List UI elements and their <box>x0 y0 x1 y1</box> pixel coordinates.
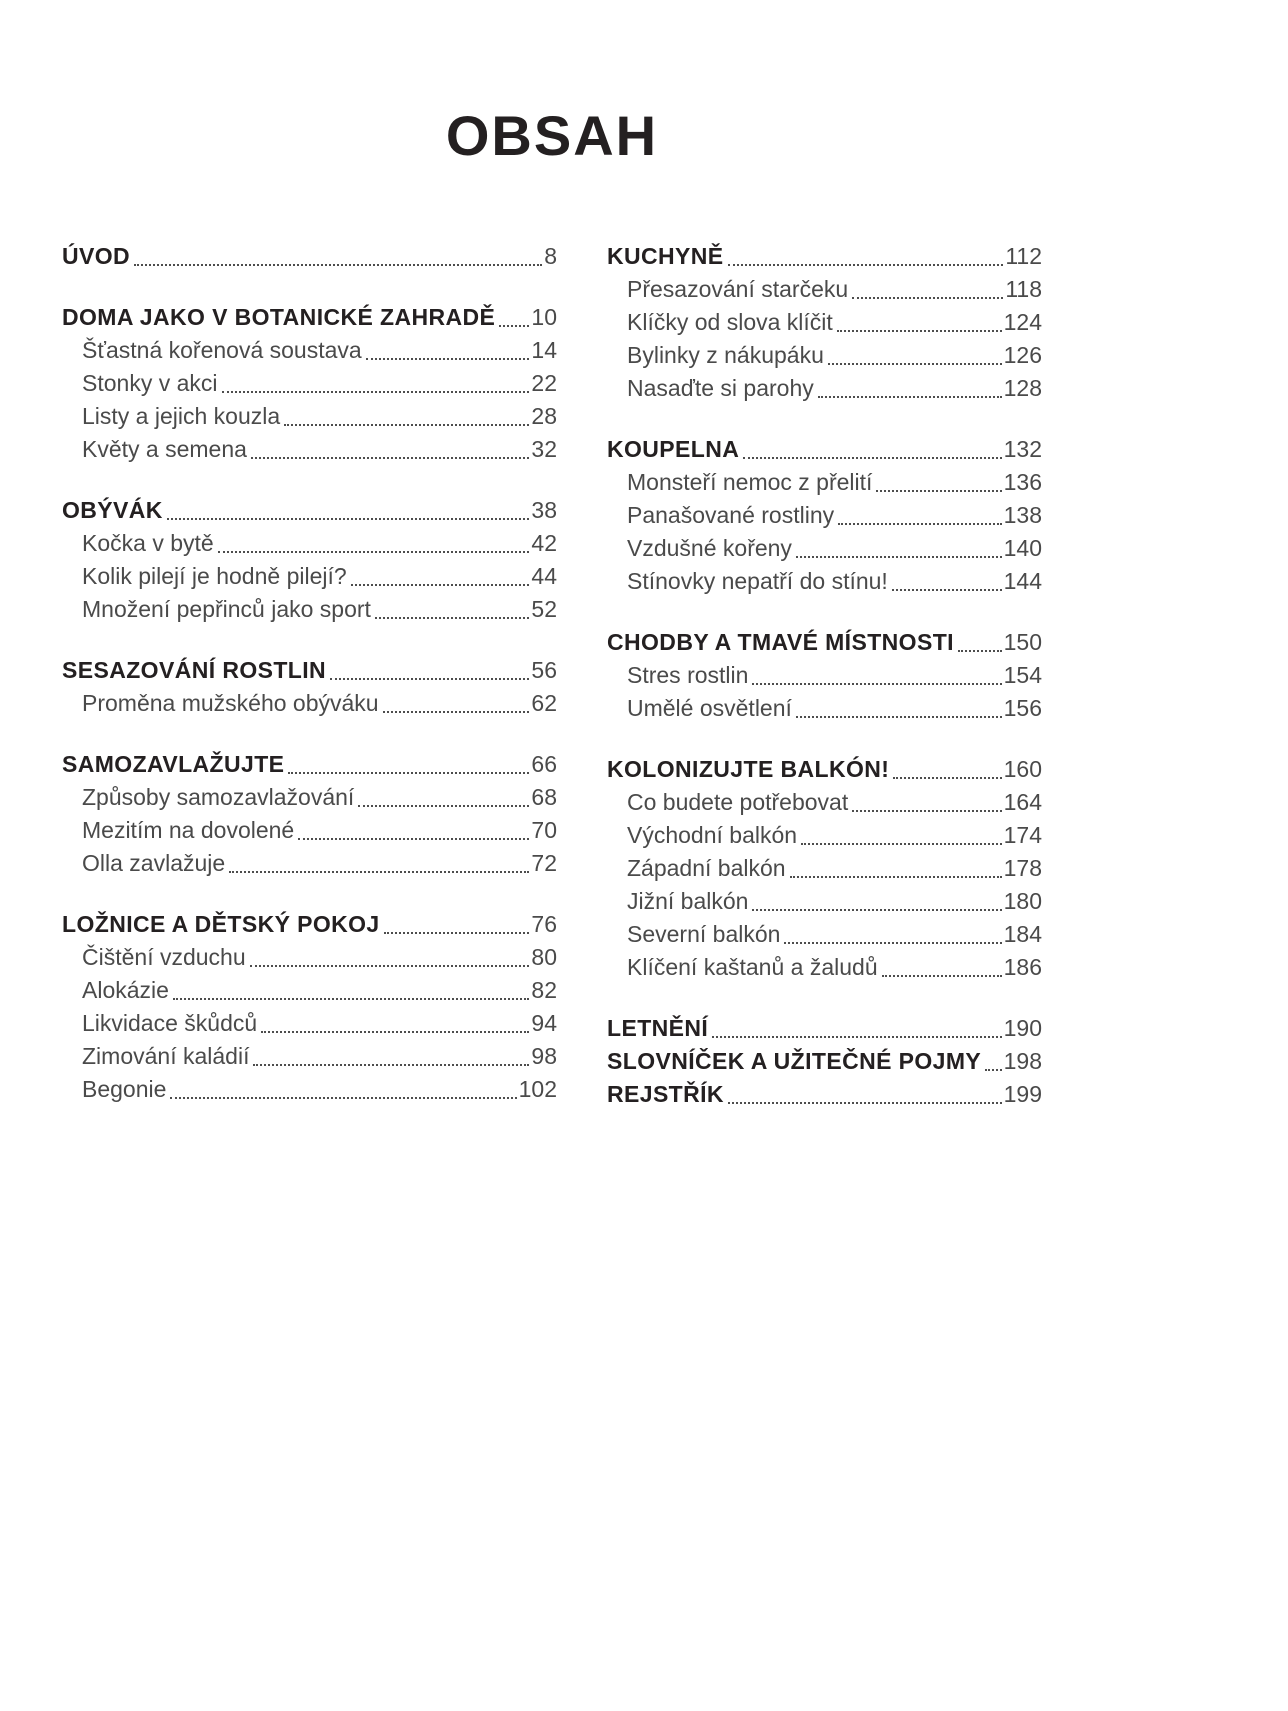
toc-entry-label: Zimování kaládií <box>82 1043 250 1069</box>
toc-group <box>62 908 557 1106</box>
toc-entry-label: Způsoby samozavlažování <box>82 784 355 810</box>
toc-entry-label: Olla zavlažuje <box>82 850 226 876</box>
toc-group <box>607 1012 1042 1111</box>
toc-entry <box>607 819 1042 852</box>
toc-entry-page: 102 <box>518 1076 557 1102</box>
toc-entry-page: 150 <box>1003 629 1042 655</box>
toc-entry <box>607 372 1042 405</box>
toc-section-head <box>62 748 557 781</box>
toc-entry-label: Nasaďte si parohy <box>627 375 814 401</box>
toc-entry <box>62 433 557 466</box>
toc-entry-label: SESAZOVÁNÍ ROSTLIN <box>62 657 327 683</box>
toc-entry-page: 70 <box>531 817 557 843</box>
dot-leader <box>170 1097 516 1099</box>
toc-entry <box>607 885 1042 918</box>
dot-leader <box>288 772 529 774</box>
toc-entry <box>607 339 1042 372</box>
toc-entry-label: ÚVOD <box>62 243 131 269</box>
toc-entry <box>62 847 557 880</box>
toc-entry-page: 156 <box>1003 695 1042 721</box>
dot-leader <box>852 810 1001 812</box>
dot-leader <box>801 843 1002 845</box>
toc-entry-label: Alokázie <box>82 977 169 1003</box>
toc-entry-label: Vzdušné kořeny <box>627 535 792 561</box>
toc-group <box>607 433 1042 598</box>
toc-entry-label: Bylinky z nákupáku <box>627 342 824 368</box>
toc-entry <box>607 918 1042 951</box>
dot-leader <box>752 683 1001 685</box>
dot-leader <box>728 264 1004 266</box>
toc-entry-page: 186 <box>1003 954 1042 980</box>
toc-entry <box>62 781 557 814</box>
dot-leader <box>893 777 1001 779</box>
toc-entry <box>607 306 1042 339</box>
dot-leader <box>351 584 530 586</box>
toc-entry <box>62 560 557 593</box>
toc-entry-page: 52 <box>531 596 557 622</box>
toc-entry <box>62 814 557 847</box>
toc-entry <box>62 334 557 367</box>
toc-entry <box>62 527 557 560</box>
toc-entry-page: 32 <box>531 436 557 462</box>
toc-column-right <box>607 240 1042 1111</box>
dot-leader <box>728 1102 1002 1104</box>
toc-entry-page: 76 <box>531 911 557 937</box>
dot-leader <box>261 1031 529 1033</box>
toc-section-head <box>607 1045 1042 1078</box>
toc-entry-page: 44 <box>531 563 557 589</box>
toc-entry-label: Stres rostlin <box>627 662 749 688</box>
toc-section-head <box>62 494 557 527</box>
toc-entry-label: Množení pepřinců jako sport <box>82 596 371 622</box>
toc-entry <box>607 659 1042 692</box>
toc-entry-page: 62 <box>531 690 557 716</box>
toc-entry-page: 98 <box>531 1043 557 1069</box>
dot-leader <box>375 617 529 619</box>
toc-section-head <box>62 240 557 273</box>
dot-leader <box>284 424 529 426</box>
toc-entry <box>62 974 557 1007</box>
toc-entry <box>607 951 1042 984</box>
toc-entry-label: Šťastná kořenová soustava <box>82 337 362 363</box>
toc-entry-page: 136 <box>1003 469 1042 495</box>
toc-entry-label: KOLONIZUJTE BALKÓN! <box>607 756 890 782</box>
toc-entry-label: Panašované rostliny <box>627 502 835 528</box>
toc-group <box>62 748 557 880</box>
toc-entry-label: Stonky v akci <box>82 370 218 396</box>
dot-leader <box>499 325 529 327</box>
toc-entry-label: KOUPELNA <box>607 436 740 462</box>
toc-group <box>62 240 557 273</box>
dot-leader <box>790 876 1002 878</box>
dot-leader <box>876 490 1001 492</box>
toc-entry-label: Listy a jejich kouzla <box>82 403 281 429</box>
toc-entry-page: 178 <box>1003 855 1042 881</box>
toc-group <box>62 494 557 626</box>
dot-leader <box>298 838 529 840</box>
toc-entry-label: Klíčení kaštanů a žaludů <box>627 954 878 980</box>
toc-entry-label: CHODBY A TMAVÉ MÍSTNOSTI <box>607 629 954 655</box>
dot-leader <box>384 932 530 934</box>
toc-entry <box>62 1073 557 1106</box>
toc-section-head <box>62 908 557 941</box>
toc-entry-page: 38 <box>531 497 557 523</box>
toc-entry-label: Klíčky od slova klíčit <box>627 309 833 335</box>
dot-leader <box>818 396 1002 398</box>
toc-entry-label: Přesazování starčeku <box>627 276 849 302</box>
toc-entry-page: 190 <box>1003 1015 1042 1041</box>
dot-leader <box>134 264 542 266</box>
toc-group <box>607 626 1042 725</box>
toc-entry-page: 128 <box>1003 375 1042 401</box>
toc-entry-page: 10 <box>531 304 557 330</box>
toc-group <box>607 240 1042 405</box>
toc-entry-page: 14 <box>531 337 557 363</box>
toc-entry-page: 68 <box>531 784 557 810</box>
dot-leader <box>229 871 529 873</box>
toc-entry-label: REJSTŘÍK <box>607 1081 724 1107</box>
dot-leader <box>358 805 529 807</box>
dot-leader <box>167 518 530 520</box>
dot-leader <box>838 523 1002 525</box>
toc-entry-page: 82 <box>531 977 557 1003</box>
toc-entry-page: 132 <box>1003 436 1042 462</box>
toc-entry-label: Monsteří nemoc z přelití <box>627 469 873 495</box>
toc-entry-page: 28 <box>531 403 557 429</box>
dot-leader <box>250 965 530 967</box>
dot-leader <box>985 1069 1001 1071</box>
toc-entry-page: 112 <box>1005 243 1042 269</box>
toc-entry-page: 126 <box>1003 342 1042 368</box>
toc-section-head <box>62 654 557 687</box>
toc-entry-page: 8 <box>544 243 557 269</box>
dot-leader <box>958 650 1002 652</box>
dot-leader <box>752 909 1001 911</box>
toc-entry <box>62 367 557 400</box>
toc-entry-label: Proměna mužského obýváku <box>82 690 379 716</box>
toc-entry-label: KUCHYNĚ <box>607 243 724 269</box>
toc-entry <box>607 565 1042 598</box>
dot-leader <box>743 457 1001 459</box>
toc-entry <box>62 941 557 974</box>
dot-leader <box>796 556 1002 558</box>
toc-section-head <box>607 1078 1042 1111</box>
toc-entry-label: LOŽNICE A DĚTSKÝ POKOJ <box>62 911 380 937</box>
dot-leader <box>251 457 529 459</box>
toc-entry-label: Co budete potřebovat <box>627 789 849 815</box>
toc-entry-label: Západní balkón <box>627 855 786 881</box>
toc-entry-page: 124 <box>1003 309 1042 335</box>
toc-entry-page: 22 <box>531 370 557 396</box>
toc-entry-label: Begonie <box>82 1076 167 1102</box>
toc-entry-label: Kočka v bytě <box>82 530 214 556</box>
toc-entry-page: 118 <box>1005 276 1042 302</box>
toc-section-head <box>607 753 1042 786</box>
toc-section-head <box>607 433 1042 466</box>
dot-leader <box>173 998 529 1000</box>
toc-entry <box>62 687 557 720</box>
toc-entry <box>62 1007 557 1040</box>
toc-entry <box>607 852 1042 885</box>
toc-group <box>607 753 1042 984</box>
toc-section-head <box>607 626 1042 659</box>
dot-leader <box>882 975 1002 977</box>
toc-entry-label: OBÝVÁK <box>62 497 163 523</box>
toc-group <box>62 654 557 720</box>
toc-entry-label: SLOVNÍČEK A UŽITEČNÉ POJMY <box>607 1048 982 1074</box>
toc-entry-label: Kolik pilejí je hodně pilejí? <box>82 563 347 589</box>
toc-entry-label: Jižní balkón <box>627 888 749 914</box>
toc-entry <box>607 692 1042 725</box>
toc-entry-page: 138 <box>1003 502 1042 528</box>
toc-entry-label: Květy a semena <box>82 436 247 462</box>
toc-section-head <box>62 301 557 334</box>
dot-leader <box>383 711 530 713</box>
toc-entry-label: DOMA JAKO V BOTANICKÉ ZAHRADĚ <box>62 304 496 330</box>
toc-entry-page: 199 <box>1003 1081 1042 1107</box>
toc-entry-page: 66 <box>531 751 557 777</box>
toc-entry-page: 180 <box>1003 888 1042 914</box>
toc-entry-page: 160 <box>1003 756 1042 782</box>
dot-leader <box>784 942 1001 944</box>
dot-leader <box>253 1064 529 1066</box>
toc-entry-page: 144 <box>1003 568 1042 594</box>
toc-section-head <box>607 1012 1042 1045</box>
toc-entry-label: Severní balkón <box>627 921 781 947</box>
toc-entry-page: 94 <box>531 1010 557 1036</box>
toc-entry-page: 72 <box>531 850 557 876</box>
dot-leader <box>366 358 530 360</box>
dot-leader <box>222 391 530 393</box>
toc-group <box>62 301 557 466</box>
toc-columns <box>62 240 1042 1111</box>
toc-entry-label: Mezitím na dovolené <box>82 817 295 843</box>
dot-leader <box>892 589 1002 591</box>
toc-entry <box>607 499 1042 532</box>
dot-leader <box>837 330 1002 332</box>
toc-entry <box>607 786 1042 819</box>
toc-entry-label: Likvidace škůdců <box>82 1010 258 1036</box>
toc-entry <box>607 466 1042 499</box>
toc-entry-page: 198 <box>1003 1048 1042 1074</box>
toc-entry-page: 164 <box>1003 789 1042 815</box>
dot-leader <box>712 1036 1001 1038</box>
page-title: OBSAH <box>445 104 659 167</box>
toc-entry <box>62 1040 557 1073</box>
toc-entry-page: 42 <box>531 530 557 556</box>
toc-entry-page: 174 <box>1003 822 1042 848</box>
toc-entry-page: 80 <box>531 944 557 970</box>
toc-entry <box>62 400 557 433</box>
toc-entry-label: Stínovky nepatří do stínu! <box>627 568 888 594</box>
dot-leader <box>330 678 529 680</box>
toc-entry <box>607 273 1042 306</box>
dot-leader <box>828 363 1002 365</box>
toc-entry-page: 184 <box>1003 921 1042 947</box>
toc-entry-label: LETNĚNÍ <box>607 1015 709 1041</box>
toc-entry-page: 140 <box>1003 535 1042 561</box>
dot-leader <box>796 716 1002 718</box>
toc-entry-label: Východní balkón <box>627 822 798 848</box>
toc-entry <box>62 593 557 626</box>
dot-leader <box>852 297 1003 299</box>
toc-section-head <box>607 240 1042 273</box>
toc-entry-page: 56 <box>531 657 557 683</box>
toc-entry-label: Čištění vzduchu <box>82 944 246 970</box>
toc-entry-label: SAMOZAVLAŽUJTE <box>62 751 285 777</box>
dot-leader <box>218 551 530 553</box>
toc-entry <box>607 532 1042 565</box>
toc-column-left <box>62 240 557 1111</box>
toc-entry-page: 154 <box>1003 662 1042 688</box>
toc-entry-label: Umělé osvětlení <box>627 695 792 721</box>
